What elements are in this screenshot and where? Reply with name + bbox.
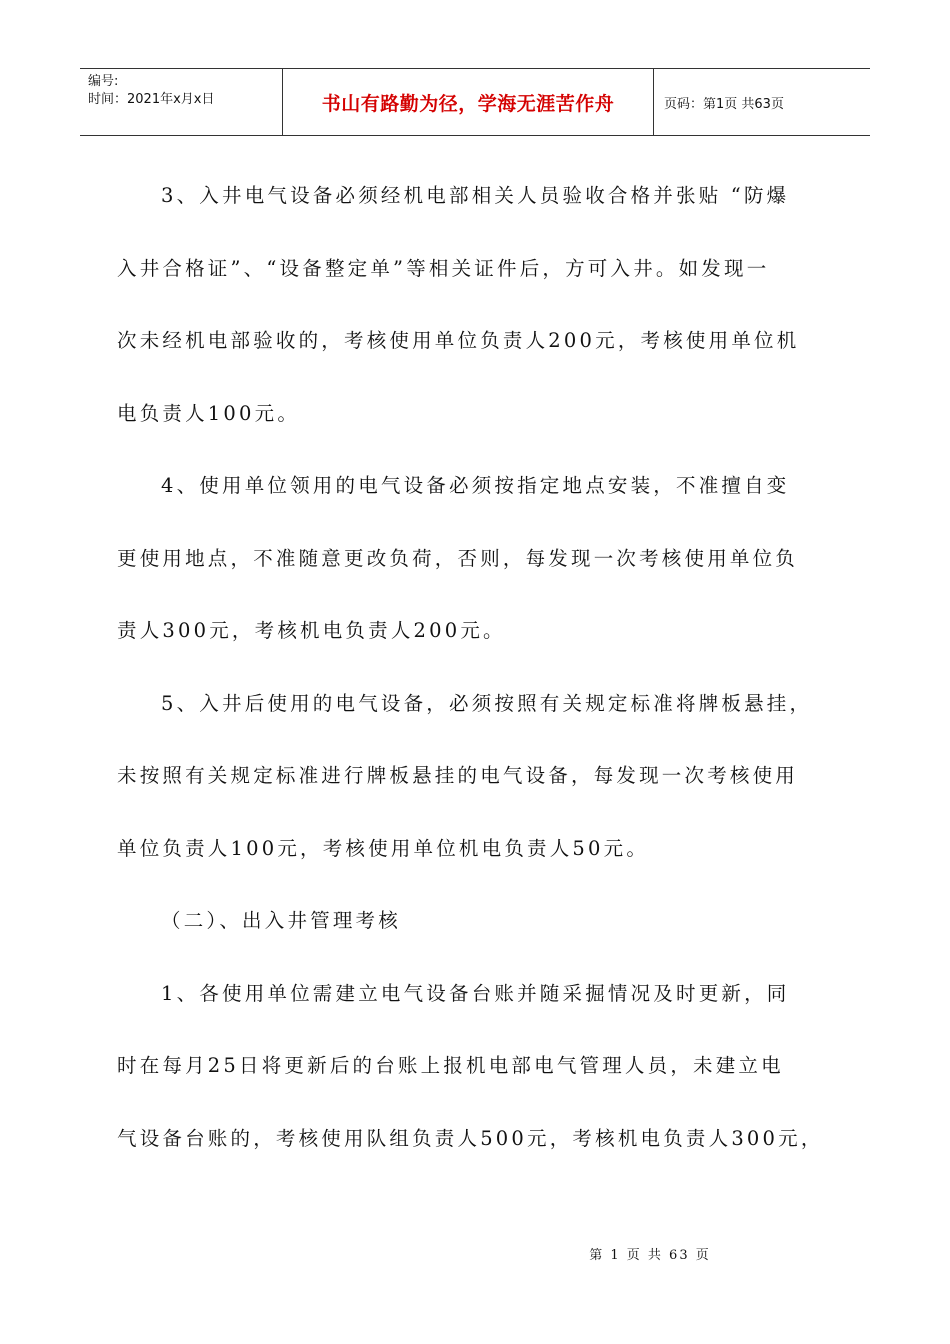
body-line: 电负责人100元。	[117, 401, 301, 425]
section-heading: （二）、出入井管理考核	[161, 909, 401, 932]
body-line: 4、使用单位领用的电气设备必须按指定地点安装，不准擅自变	[161, 474, 790, 497]
body-line: 5、入井后使用的电气设备，必须按照有关规定标准将牌板悬挂，	[161, 691, 813, 715]
document-body	[117, 160, 837, 1175]
body-line: 单位负责人100元，考核使用单位机电负责人50元。	[117, 836, 650, 860]
body-line: 1、各使用单位需建立电气设备台账并随采掘情况及时更新，同	[161, 981, 790, 1005]
header-motto: 书山有路勤为径，学海无涯苦作舟	[282, 69, 654, 135]
body-line: 入井合格证”、“设备整定单”等相关证件后，方可入井。如发现一	[117, 256, 770, 280]
body-line: 更使用地点，不准随意更改负荷，否则，每发现一次考核使用单位负	[117, 546, 799, 570]
body-line: 3、入井电气设备必须经机电部相关人员验收合格并张贴 “防爆	[161, 184, 790, 207]
body-line: 次未经机电部验收的，考核使用单位负责人200元，考核使用单位机	[117, 329, 800, 352]
document-number-label: 编号:	[88, 74, 119, 89]
page-header	[80, 68, 870, 136]
header-meta	[80, 69, 282, 135]
document-date: 时间：2021年x月x日	[88, 92, 215, 107]
body-line: 未按照有关规定标准进行牌板悬挂的电气设备，每发现一次考核使用	[117, 764, 799, 787]
body-line: 时在每月25日将更新后的台账上报机电部电气管理人员，未建立电	[117, 1054, 784, 1077]
header-page-info: 页码：第1页 共63页	[664, 96, 784, 112]
body-line: 气设备台账的，考核使用队组负责人500元，考核机电负责人300元，	[117, 1126, 824, 1150]
page-footer: 第 1 页 共 63 页	[589, 1248, 711, 1263]
body-line: 责人300元，考核机电负责人200元。	[117, 619, 506, 642]
